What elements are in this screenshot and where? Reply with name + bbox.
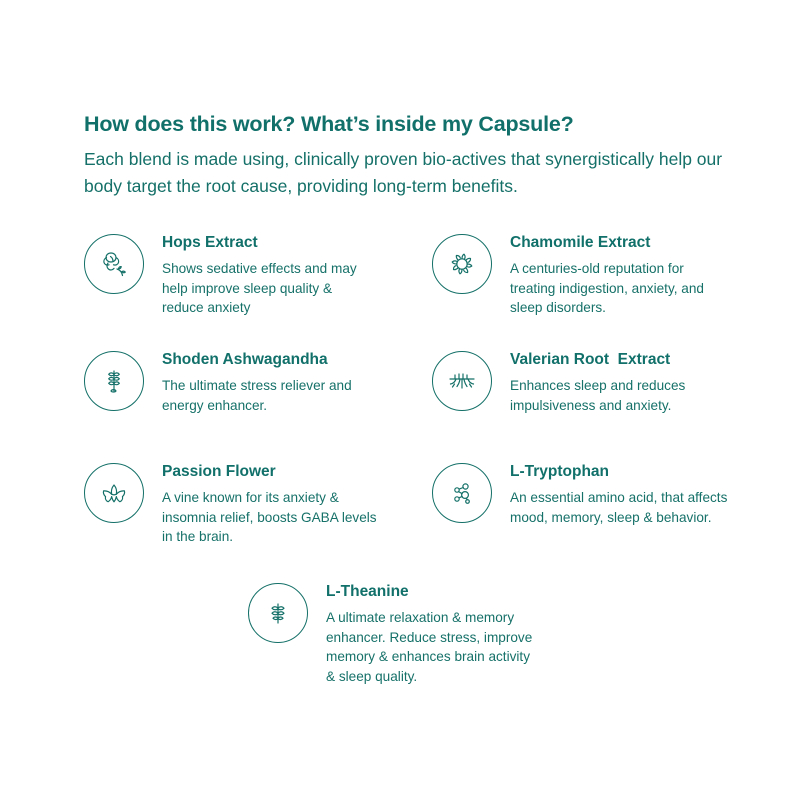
ingredient-description: A ultimate relaxation & memory enhancer. Reduce stress, improve memory & enhances brain activity & sleep quality. [326,610,533,684]
ingredient-description: A vine known for its anxiety & insomnia relief, boosts GABA levels in the brain. [162,490,377,544]
ingredient-card-chamomile-extract [432,232,725,318]
ashwagandha-plant-icon [84,351,144,411]
ingredient-row [0,349,800,415]
grid-cell [0,461,400,547]
ingredient-row [0,461,800,547]
ingredient-text [326,581,541,686]
ingredient-description: Shows sedative effects and may help improve sleep quality & reduce anxiety [162,261,357,315]
ingredient-card-passion-flower [84,461,377,547]
ingredient-title: Passion Flower [162,463,276,480]
page-subtitle: Each blend is made using, clinically proven bio-actives that synergistically help our body target the root cause, providing long-term benefits. [84,149,723,196]
ingredient-card-l-theanine [248,581,541,686]
ingredient-title: Valerian Root Extract [510,351,671,368]
ingredient-title: L-Tryptophan [510,463,610,480]
ingredient-card-valerian-root-extract [432,349,725,415]
chamomile-flower-icon [432,234,492,294]
ingredient-card-hops-extract [84,232,377,318]
ingredient-text [510,232,725,318]
ingredient-row [0,232,800,318]
ingredient-title: Chamomile Extract [510,234,651,251]
molecule-icon [432,463,492,523]
grid-cell [0,232,400,318]
ingredient-title: Shoden Ashwagandha [162,351,328,368]
hops-icon [84,234,144,294]
valerian-root-icon [432,351,492,411]
ingredient-text [162,349,377,415]
ingredient-description: The ultimate stress reliever and energy enhancer. [162,378,352,413]
ingredient-card-l-tryptophan [432,461,730,527]
ingredient-text [510,349,725,415]
page-title: How does this work? What’s inside my Capsule? [84,112,574,136]
ingredient-title: Hops Extract [162,234,258,251]
tea-leaf-icon [248,583,308,643]
grid-cell [0,349,400,415]
ingredient-text [510,461,730,527]
ingredient-text [162,461,377,547]
grid-cell [432,349,800,415]
ingredient-description: A centuries-old reputation for treating indigestion, anxiety, and sleep disorders. [510,261,704,315]
ingredient-text [162,232,377,318]
ingredient-description: Enhances sleep and reduces impulsiveness and anxiety. [510,378,686,413]
ingredient-card-shoden-ashwagandha [84,349,377,415]
grid-cell [432,461,800,527]
passion-flower-icon [84,463,144,523]
ingredient-description: An essential amino acid, that affects mood, memory, sleep & behavior. [510,490,728,525]
ingredient-title: L-Theanine [326,583,409,600]
grid-cell [432,232,800,318]
